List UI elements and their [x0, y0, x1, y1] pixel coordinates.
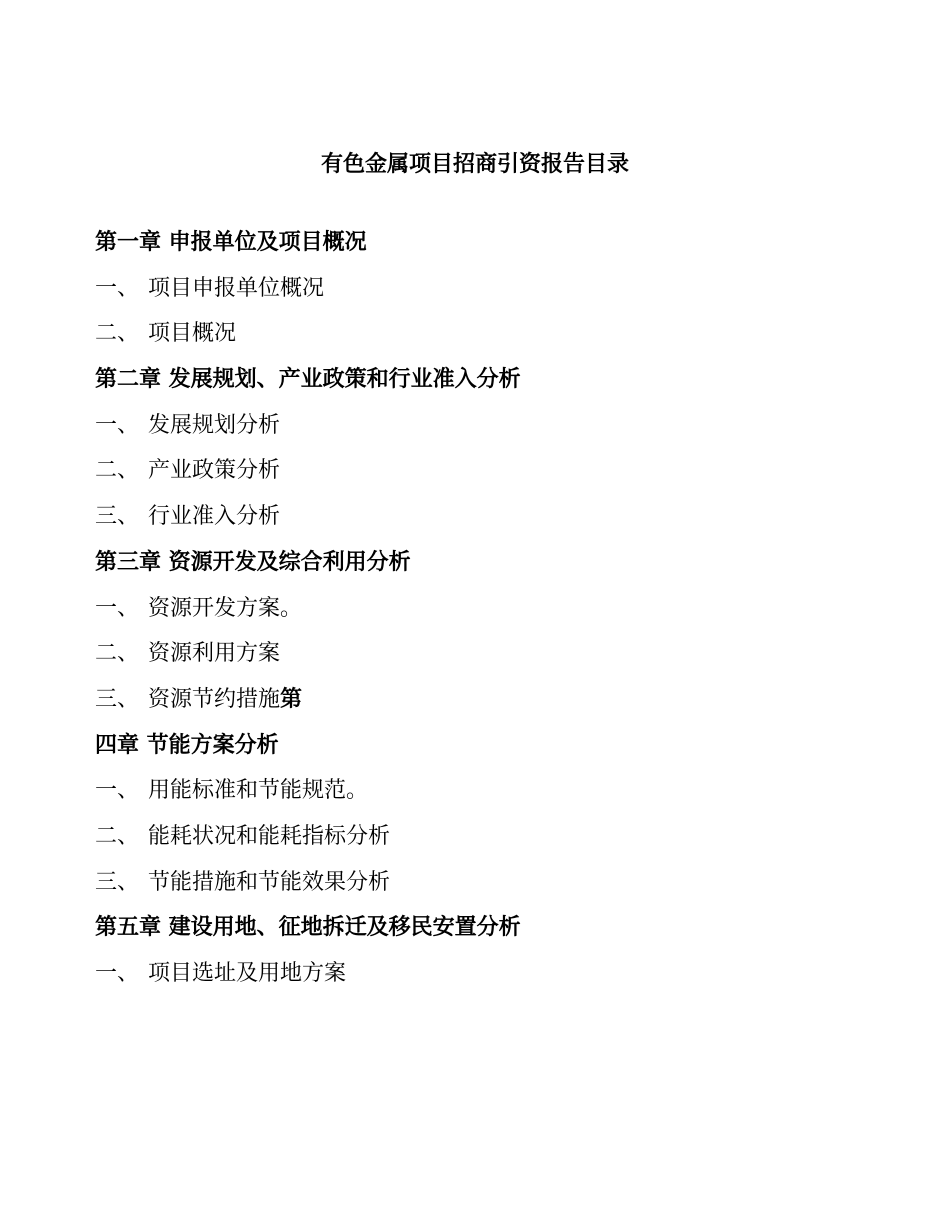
item-text: 能耗状况和能耗指标分析: [148, 823, 391, 849]
item-number: 一、: [95, 412, 140, 438]
item-text: 项目概况: [148, 321, 237, 347]
item-number: 三、: [95, 504, 140, 530]
item-number: 一、: [95, 778, 140, 804]
item-trailing-text: 第: [280, 686, 303, 712]
item-text: 发展规划分析: [148, 412, 281, 438]
chapter-heading-5: 第五章 建设用地、征地拆迁及移民安置分析: [95, 915, 521, 941]
item-number: 二、: [95, 458, 140, 484]
item-text: 项目选址及用地方案: [148, 961, 347, 986]
toc-item: [95, 592, 875, 638]
item-text: 行业准入分析: [148, 504, 281, 530]
item-number: 二、: [95, 823, 140, 849]
toc-item: [95, 957, 875, 1003]
item-number: 三、: [95, 869, 140, 895]
toc-item: [95, 454, 875, 500]
chapter-heading-1: 第一章 申报单位及项目概况: [95, 230, 367, 255]
item-text: 资源开发方案。: [148, 595, 303, 621]
toc-item: [95, 272, 875, 318]
item-number: 二、: [95, 321, 140, 347]
toc-item: [95, 409, 875, 455]
toc-item: [95, 500, 875, 546]
item-text: 资源利用方案: [148, 641, 281, 667]
item-number: 一、: [95, 595, 140, 621]
item-number: 三、: [95, 686, 140, 712]
toc-item: [95, 866, 875, 912]
toc-item: [95, 683, 875, 729]
toc-item: [95, 637, 875, 683]
item-text: 资源节约措施: [148, 686, 281, 712]
item-number: 一、: [95, 961, 140, 986]
toc-item: [95, 820, 875, 866]
toc-item: [95, 317, 875, 363]
chapter-heading-4: 四章 节能方案分析: [95, 732, 279, 758]
item-number: 二、: [95, 641, 140, 667]
document-title: 有色金属项目招商引资报告目录: [320, 152, 629, 177]
table-of-contents: [95, 226, 875, 1003]
item-text: 用能标准和节能规范。: [148, 778, 369, 804]
chapter-heading-3: 第三章 资源开发及综合利用分析: [95, 549, 411, 575]
toc-item: [95, 774, 875, 820]
chapter-heading-2: 第二章 发展规划、产业政策和行业准入分析: [95, 367, 521, 393]
item-number: 一、: [95, 275, 140, 301]
item-text: 节能措施和节能效果分析: [148, 869, 391, 895]
item-text: 项目申报单位概况: [148, 275, 325, 301]
item-text: 产业政策分析: [148, 458, 281, 484]
